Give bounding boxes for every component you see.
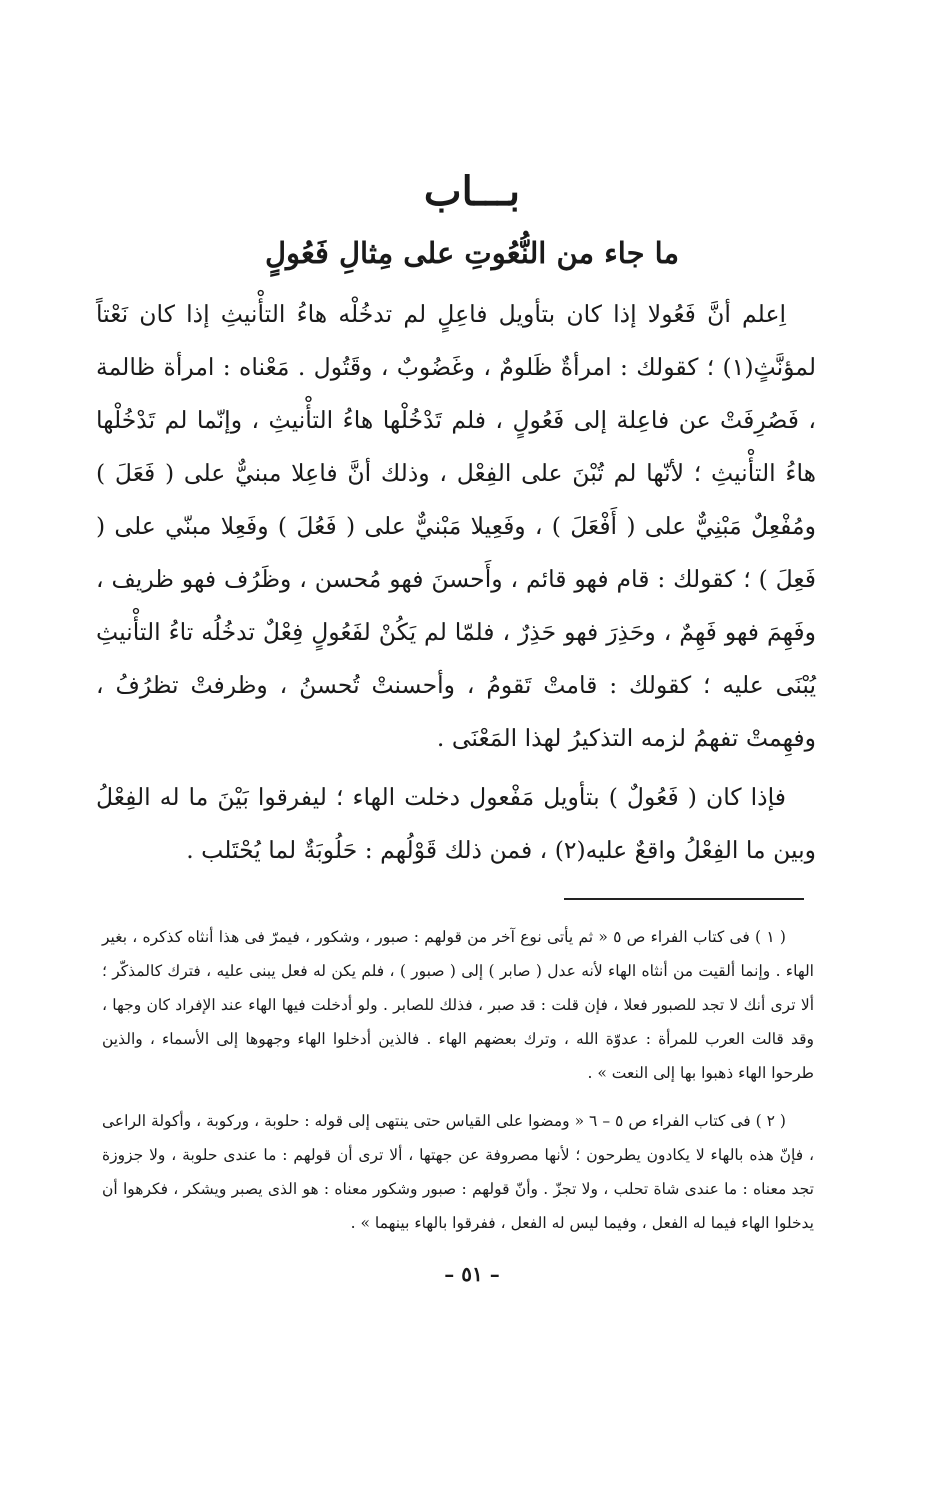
footnotes: [102, 920, 814, 1240]
footnote-1: ( ١ ) فى كتاب الفراء ص ٥ « ثم يأتى نوع آخر من قولهم : صبور ، وشكور ، فيمرّ فى هذا أنثاه كذكره ، بغير الهاء . وإنما ألقيت من أنثاه الهاء لأنه عدل ( صابر ) إلى ( صبور ) ، فلم يكن له فعل يبنى عليه ، فترك كالمذكّر ؛ ألا ترى أنك لا تجد للصبور فعلا ، فإن قلت : قد صبر ، فذلك للصابر . ولو أدخلت فيها الهاء عند الإفراد كان وجها ، وقد قالت العرب للمرأة : عدوّة الله ، وترك بعضهم الهاء . فالذين أدخلوا الهاء وجهوها إلى الأسماء ، والذين طرحوا الهاء ذهبوا بها إلى النعت » .: [102, 928, 814, 1082]
main-text: [96, 288, 816, 877]
chapter-title: بـــاب: [423, 168, 521, 215]
page-number: – ٥١ –: [444, 1262, 500, 1286]
body-paragraph-2: فإذا كان ( فَعُولٌ ) بتأويل مَفْعول دخلت الهاء ؛ ليفرقوا بَيْنَ ما له الفِعْلُ وبين ما الفِعْلُ واقعٌ عليه(٢) ، فمن ذلك قَوْلُهم : حَلُوبَةٌ لما يُحْتَلب .: [96, 783, 816, 864]
footnote-2: ( ٢ ) فى كتاب الفراء ص ٥ – ٦ « ومضوا على القياس حتى ينتهى إلى قوله : حلوبة ، وركوبة ، وأكولة الراعى ، فإنّ هذه بالهاء لا يكادون يطرحون ؛ لأنها مصروفة عن جهتها ، ألا ترى أن قولهم : ما عندى حلوبة ، ولا جزوزة تجد معناه : ما عندى شاة تحلب ، ولا تجزّ . وأنّ قولهم : صبور وشكور معناه : هو الذى يصبر ويشكر ، فكرهوا أن يدخلوا الهاء فيما له الفعل ، وفيما ليس له الفعل ، ففرقوا بالهاء بينهما » .: [102, 1112, 814, 1232]
body-paragraph-1: اِعلم أنَّ فَعُولا إذا كان بتأويل فاعِلٍ لم تدخُلْه هاءُ التأْنيثِ إذا كان نَعْتاً لمؤنَّثٍ(١) ؛ كقولك : امرأةٌ ظَلومٌ ، وغَضُوبٌ ، وقَتُول . مَعْناه : امرأة ظالمة ، فَصُرِفَتْ عن فاعِلة إلى فَعُولٍ ، فلم تَدْخُلْها هاءُ التأْنيثِ ، وإنّما لم تَدْخُلْها هاءُ التأْنيثِ ؛ لأنّها لم تُبْنَ على الفِعْل ، وذلك أنَّ فاعِلا مبنيٌّ على ( فَعَلَ ) ومُفْعِلٌ مَبْنِيٌّ على ( أَفْعَلَ ) ، وفَعِيلا مَبْنيٌّ على ( فَعُلَ ) وفَعِلا مبنّي على ( فَعِلَ ) ؛ كقولك : قام فهو قائم ، وأَحسنَ فهو مُحسن ، وظَرُف فهو ظريف ، وفَهِمَ فهو فَهِمٌ ، وحَذِرَ فهو حَذِرٌ ، فلمّا لم يَكُنْ لفَعُولٍ فِعْلٌ تدخُلُه تاءُ التأْنيثِ يُبْنَى عليه ؛ كقولك : قامتْ تَقومُ ، وأحسنتْ تُحسنُ ، وظرفتْ تظرُفُ ، وفهِمتْ تفهمُ لزمه التذكيرُ لهذا المَعْنَى .: [96, 300, 816, 752]
chapter-subtitle: ما جاء من النُّعُوتِ على مِثالِ فَعُولٍ: [264, 236, 680, 270]
footnote-separator: [564, 898, 804, 900]
